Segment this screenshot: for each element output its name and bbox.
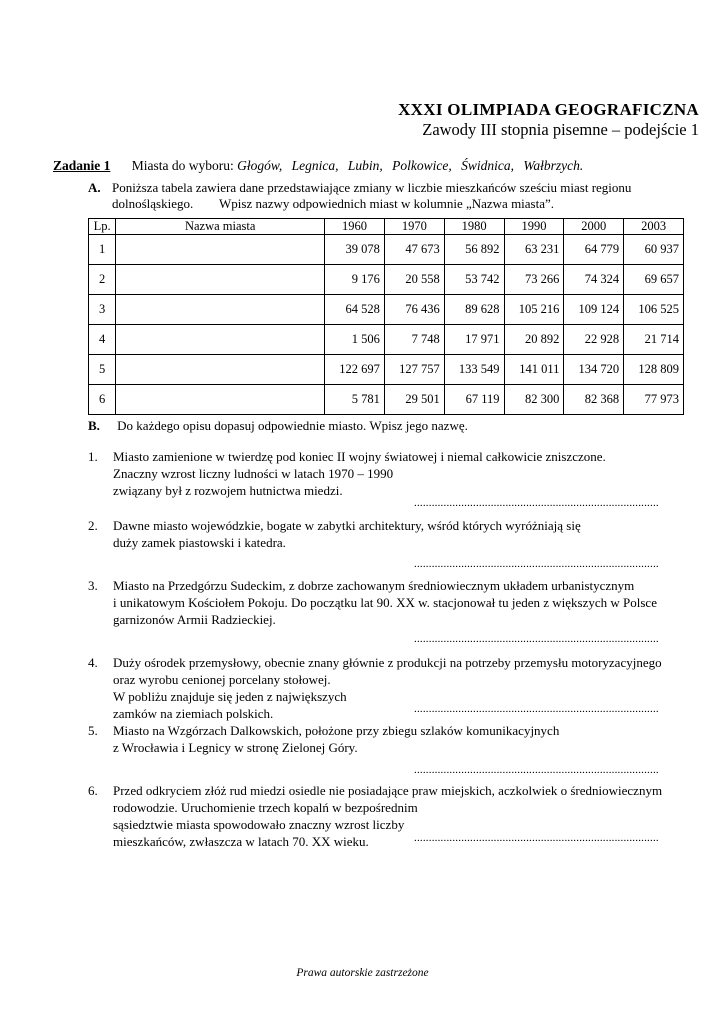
- row-number: 3: [89, 295, 116, 325]
- description-line: Miasto na Wzgórzach Dalkowskich, położone przy zbiegu szlaków komunikacyjnych: [113, 723, 560, 738]
- description-number: 5.: [88, 723, 98, 738]
- section-b-marker: B.: [88, 418, 100, 433]
- row-number: 1: [89, 235, 116, 265]
- section-a-text: [112, 180, 688, 212]
- population-cell: 64 528: [325, 295, 385, 325]
- description-line: Miasto na Przedgórzu Sudeckim, z dobrze zachowanym średniowiecznym układem urbanistycznym: [113, 578, 635, 593]
- population-cell: 1 506: [325, 325, 385, 355]
- city-name-input-cell[interactable]: [116, 295, 325, 325]
- population-cell: 7 748: [384, 325, 444, 355]
- description-2: [88, 517, 682, 551]
- description-line: związany był z rozwojem hutnictwa miedzi.: [113, 483, 343, 498]
- copyright-footer: Prawa autorskie zastrzeżone: [296, 967, 429, 979]
- description-number: 1.: [88, 449, 98, 464]
- population-cell: 17 971: [444, 325, 504, 355]
- population-table: [88, 218, 684, 415]
- population-cell: 9 176: [325, 265, 385, 295]
- population-cell: 22 928: [564, 325, 624, 355]
- city-name-input-cell[interactable]: [116, 265, 325, 295]
- document-header: [398, 100, 699, 140]
- population-cell: 67 119: [444, 385, 504, 415]
- description-line: zamków na ziemiach polskich.: [113, 706, 274, 721]
- population-cell: 82 368: [564, 385, 624, 415]
- population-cell: 106 525: [624, 295, 684, 325]
- section-a-line-1: Poniższa tabela zawiera dane przedstawiające zmiany w liczbie mieszkańców sześciu miast regionu: [112, 180, 632, 195]
- answer-line-4[interactable]: ...................................................................................: [414, 703, 659, 715]
- population-cell: 63 231: [504, 235, 564, 265]
- population-cell: 134 720: [564, 355, 624, 385]
- population-cell: 122 697: [325, 355, 385, 385]
- answer-line-1[interactable]: ...................................................................................: [414, 497, 659, 509]
- task-intro: Miasta do wyboru:: [131, 158, 234, 173]
- population-cell: 73 266: [504, 265, 564, 295]
- answer-line-5[interactable]: ...................................................................................: [414, 764, 659, 776]
- section-b-instruction: Do każdego opisu dopasuj odpowiednie miasto. Wpisz jego nazwę.: [117, 418, 468, 433]
- task-line: [53, 158, 583, 174]
- city-options: Głogów, Legnica, Lubin, Polkowice, Świdnica, Wałbrzych.: [237, 158, 584, 173]
- population-cell: 69 657: [624, 265, 684, 295]
- description-line: mieszkańców, zwłaszcza w latach 70. XX wieku.: [113, 834, 369, 849]
- description-line: garnizonów Armii Radzieckiej.: [113, 612, 276, 627]
- description-line: duży zamek piastowski i katedra.: [113, 535, 286, 550]
- header-lp: Lp.: [89, 219, 116, 235]
- population-cell: 20 892: [504, 325, 564, 355]
- description-line: Duży ośrodek przemysłowy, obecnie znany głównie z produkcji na potrzeby przemysłu motoryzacyjnego: [113, 655, 662, 670]
- description-line: z Wrocławia i Legnicy w stronę Zielonej Góry.: [113, 740, 358, 755]
- population-cell: 47 673: [384, 235, 444, 265]
- table-row: [89, 325, 684, 355]
- description-line: W pobliżu znajduje się jeden z największych: [113, 689, 347, 704]
- city-name-input-cell[interactable]: [116, 235, 325, 265]
- city-name-input-cell[interactable]: [116, 325, 325, 355]
- population-cell: 76 436: [384, 295, 444, 325]
- description-line: sąsiedztwie miasta spowodowało znaczny wzrost liczby: [113, 817, 405, 832]
- table-row: [89, 265, 684, 295]
- header-1960: 1960: [325, 219, 385, 235]
- answer-line-3[interactable]: ...................................................................................: [414, 633, 659, 645]
- row-number: 2: [89, 265, 116, 295]
- population-cell: 74 324: [564, 265, 624, 295]
- population-cell: 29 501: [384, 385, 444, 415]
- description-line: i unikatowym Kościołem Pokoju. Do początku lat 90. XX w. stacjonował tu jeden z większych w Polsce: [113, 595, 657, 610]
- description-line: rodowodzie. Uruchomienie trzech kopalń w bezpośrednim: [113, 800, 418, 815]
- answer-line-2[interactable]: ...................................................................................: [414, 558, 659, 570]
- population-cell: 60 937: [624, 235, 684, 265]
- table-header-row: [89, 219, 684, 235]
- row-number: 6: [89, 385, 116, 415]
- header-1970: 1970: [384, 219, 444, 235]
- description-line: oraz wyrobu cenionej porcelany stołowej.: [113, 672, 331, 687]
- task-label: Zadanie 1: [53, 158, 111, 173]
- table-body: [89, 235, 684, 415]
- population-cell: 20 558: [384, 265, 444, 295]
- population-cell: 133 549: [444, 355, 504, 385]
- population-cell: 53 742: [444, 265, 504, 295]
- city-name-input-cell[interactable]: [116, 385, 325, 415]
- population-cell: 141 011: [504, 355, 564, 385]
- description-number: 3.: [88, 578, 98, 593]
- population-cell: 89 628: [444, 295, 504, 325]
- description-1: [88, 448, 682, 499]
- population-cell: 39 078: [325, 235, 385, 265]
- population-cell: 128 809: [624, 355, 684, 385]
- row-number: 5: [89, 355, 116, 385]
- header-1980: 1980: [444, 219, 504, 235]
- description-line: Przed odkryciem złóż rud miedzi osiedle nie posiadające praw miejskich, aczkolwiek o średniowiecznym: [113, 783, 663, 798]
- city-name-input-cell[interactable]: [116, 355, 325, 385]
- description-3: [88, 577, 682, 628]
- table-row: [89, 235, 684, 265]
- section-b: [88, 418, 468, 434]
- header-city-name: Nazwa miasta: [116, 219, 325, 235]
- header-2003: 2003: [624, 219, 684, 235]
- population-cell: 21 714: [624, 325, 684, 355]
- population-cell: 109 124: [564, 295, 624, 325]
- stage-subtitle: Zawody III stopnia pisemne – podejście 1: [422, 120, 699, 139]
- table-row: [89, 355, 684, 385]
- population-cell: 105 216: [504, 295, 564, 325]
- population-cell: 5 781: [325, 385, 385, 415]
- population-cell: 64 779: [564, 235, 624, 265]
- section-a: [88, 180, 688, 212]
- population-cell: 127 757: [384, 355, 444, 385]
- answer-line-6[interactable]: ...................................................................................: [414, 832, 659, 844]
- description-number: 6.: [88, 783, 98, 798]
- population-cell: 82 300: [504, 385, 564, 415]
- section-a-line-2: dolnośląskiego. Wpisz nazwy odpowiednich miast w kolumnie „Nazwa miasta”.: [112, 196, 555, 211]
- row-number: 4: [89, 325, 116, 355]
- table-row: [89, 295, 684, 325]
- population-cell: 77 973: [624, 385, 684, 415]
- description-number: 4.: [88, 655, 98, 670]
- description-number: 2.: [88, 518, 98, 533]
- description-line: Znaczny wzrost liczny ludności w latach 1970 – 1990: [113, 466, 394, 481]
- header-2000: 2000: [564, 219, 624, 235]
- population-cell: 56 892: [444, 235, 504, 265]
- section-a-marker: A.: [88, 180, 101, 195]
- table-row: [89, 385, 684, 415]
- description-line: Dawne miasto wojewódzkie, bogate w zabytki architektury, wśród których wyróżniają się: [113, 518, 581, 533]
- header-1990: 1990: [504, 219, 564, 235]
- description-5: [88, 722, 682, 756]
- olympiad-title: XXXI OLIMPIADA GEOGRAFICZNA: [398, 100, 699, 119]
- description-line: Miasto zamienione w twierdzę pod koniec II wojny światowej i niemal całkowicie zniszczone.: [113, 449, 606, 464]
